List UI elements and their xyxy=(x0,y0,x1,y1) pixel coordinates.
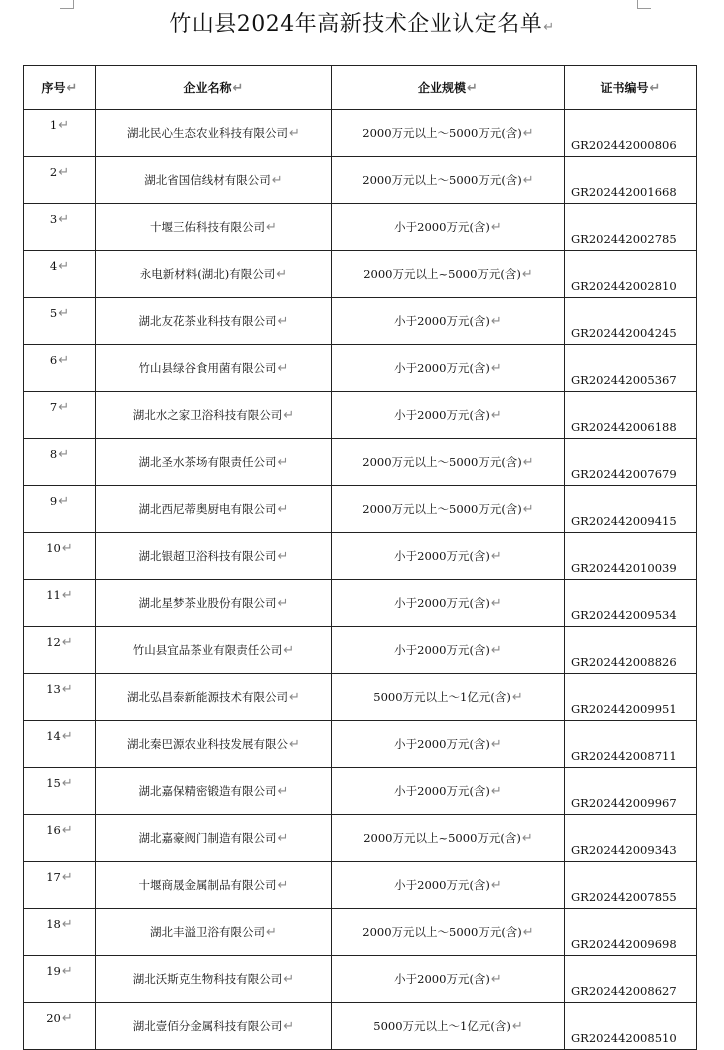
row-company-name: 湖北银超卫浴科技有限公司↵ xyxy=(96,533,332,580)
paragraph-mark-icon: ↵ xyxy=(522,925,534,940)
table-row xyxy=(24,909,697,956)
row-company-name: 湖北嘉豪阀门制造有限公司↵ xyxy=(96,815,332,862)
paragraph-mark-icon: ↵ xyxy=(61,870,73,885)
header-seq: 序号↵ xyxy=(24,66,96,110)
row-company-scale: 2000万元以上～5000万元(含)↵ xyxy=(332,110,565,157)
row-company-scale: 小于2000万元(含)↵ xyxy=(332,768,565,815)
row-certificate-number: GR202442009698 xyxy=(565,909,697,956)
paragraph-mark-icon: ↵ xyxy=(283,643,295,658)
paragraph-mark-icon: ↵ xyxy=(277,831,289,846)
row-company-scale: 小于2000万元(含)↵ xyxy=(332,345,565,392)
row-certificate-number: GR202442008510 xyxy=(565,1003,697,1050)
table-row xyxy=(24,1003,697,1050)
enterprise-table xyxy=(23,65,697,1050)
row-certificate-number: GR202442008711 xyxy=(565,721,697,768)
row-company-name: 湖北弘昌泰新能源技术有限公司↵ xyxy=(96,674,332,721)
row-company-name: 湖北友花茶业科技有限公司↵ xyxy=(96,298,332,345)
paragraph-mark-icon: ↵ xyxy=(522,455,534,470)
paragraph-mark-icon: ↵ xyxy=(283,1019,295,1034)
paragraph-mark-icon: ↵ xyxy=(58,494,70,509)
row-seq: 16↵ xyxy=(24,815,96,862)
paragraph-mark-icon: ↵ xyxy=(511,1019,523,1034)
paragraph-mark-icon: ↵ xyxy=(58,165,70,180)
row-certificate-number: GR202442007679 xyxy=(565,439,697,486)
paragraph-mark-icon: ↵ xyxy=(283,972,295,987)
paragraph-mark-icon: ↵ xyxy=(277,784,289,799)
row-company-name: 竹山县绿谷食用菌有限公司↵ xyxy=(96,345,332,392)
row-company-scale: 小于2000万元(含)↵ xyxy=(332,862,565,909)
table-header-row xyxy=(24,66,697,110)
paragraph-mark-icon: ↵ xyxy=(521,831,533,846)
paragraph-mark-icon: ↵ xyxy=(61,1011,73,1026)
row-company-scale: 小于2000万元(含)↵ xyxy=(332,580,565,627)
paragraph-mark-icon: ↵ xyxy=(490,972,502,987)
table-row xyxy=(24,768,697,815)
paragraph-mark-icon: ↵ xyxy=(266,925,277,940)
paragraph-mark-icon: ↵ xyxy=(289,690,300,705)
row-certificate-number: GR202442009415 xyxy=(565,486,697,533)
paragraph-mark-icon: ↵ xyxy=(277,596,289,611)
paragraph-mark-icon: ↵ xyxy=(58,118,70,133)
row-company-scale: 小于2000万元(含)↵ xyxy=(332,721,565,768)
table-row xyxy=(24,956,697,1003)
row-company-scale: 5000万元以上～1亿元(含)↵ xyxy=(332,674,565,721)
paragraph-mark-icon: ↵ xyxy=(490,408,502,423)
paragraph-mark-icon: ↵ xyxy=(61,635,73,650)
paragraph-mark-icon: ↵ xyxy=(490,314,502,329)
paragraph-mark-icon: ↵ xyxy=(289,737,300,752)
row-certificate-number: GR202442008627 xyxy=(565,956,697,1003)
row-seq: 18↵ xyxy=(24,909,96,956)
table-row xyxy=(24,721,697,768)
row-seq: 3↵ xyxy=(24,204,96,251)
row-company-scale: 2000万元以上~5000万元(含)↵ xyxy=(332,251,565,298)
title-text: 竹山县2024年高新技术企业认定名单 xyxy=(169,12,543,37)
paragraph-mark-icon: ↵ xyxy=(522,502,534,517)
row-company-scale: 5000万元以上～1亿元(含)↵ xyxy=(332,1003,565,1050)
paragraph-mark-icon: ↵ xyxy=(58,353,70,368)
row-certificate-number: GR202442004245 xyxy=(565,298,697,345)
row-company-name: 湖北沃斯克生物科技有限公司↵ xyxy=(96,956,332,1003)
paragraph-mark-icon: ↵ xyxy=(61,588,73,603)
row-seq: 20↵ xyxy=(24,1003,96,1050)
row-seq: 8↵ xyxy=(24,439,96,486)
paragraph-mark-icon: ↵ xyxy=(271,173,283,188)
row-company-name: 湖北民心生态农业科技有限公司↵ xyxy=(96,110,332,157)
row-company-name: 湖北壹佰分金属科技有限公司↵ xyxy=(96,1003,332,1050)
row-company-scale: 2000万元以上～5000万元(含)↵ xyxy=(332,157,565,204)
row-seq: 19↵ xyxy=(24,956,96,1003)
paragraph-mark-icon: ↵ xyxy=(58,212,70,227)
row-company-scale: 2000万元以上～5000万元(含)↵ xyxy=(332,486,565,533)
row-seq: 12↵ xyxy=(24,627,96,674)
paragraph-mark-icon: ↵ xyxy=(58,306,70,321)
row-certificate-number: GR202442005367 xyxy=(565,345,697,392)
table-row xyxy=(24,298,697,345)
paragraph-mark-icon: ↵ xyxy=(61,729,73,744)
row-certificate-number: GR202442002810 xyxy=(565,251,697,298)
row-company-name: 十堰商晟金属制品有限公司↵ xyxy=(96,862,332,909)
paragraph-mark-icon: ↵ xyxy=(490,220,502,235)
paragraph-mark-icon: ↵ xyxy=(490,784,502,799)
paragraph-mark-icon: ↵ xyxy=(277,455,289,470)
row-certificate-number: GR202442010039 xyxy=(565,533,697,580)
row-seq: 6↵ xyxy=(24,345,96,392)
paragraph-mark-icon: ↵ xyxy=(58,259,70,274)
row-seq: 7↵ xyxy=(24,392,96,439)
row-company-name: 湖北西尼蒂奥厨电有限公司↵ xyxy=(96,486,332,533)
table-row xyxy=(24,674,697,721)
row-company-name: 湖北圣水茶场有限责任公司↵ xyxy=(96,439,332,486)
row-company-name: 湖北省国信线材有限公司↵ xyxy=(96,157,332,204)
table-row xyxy=(24,486,697,533)
paragraph-mark-icon: ↵ xyxy=(277,502,289,517)
paragraph-mark-icon: ↵ xyxy=(61,776,73,791)
table-row xyxy=(24,345,697,392)
table-row xyxy=(24,627,697,674)
paragraph-mark-icon: ↵ xyxy=(490,737,502,752)
table-row xyxy=(24,392,697,439)
table-row xyxy=(24,251,697,298)
paragraph-mark-icon: ↵ xyxy=(61,964,73,979)
paragraph-mark-icon: ↵ xyxy=(61,682,73,697)
table-row xyxy=(24,110,697,157)
paragraph-mark-icon: ↵ xyxy=(511,690,523,705)
row-certificate-number: GR202442007855 xyxy=(565,862,697,909)
row-certificate-number: GR202442009967 xyxy=(565,768,697,815)
header-cert: 证书编号↵ xyxy=(565,66,697,110)
paragraph-mark-icon: ↵ xyxy=(283,408,295,423)
paragraph-mark-icon: ↵ xyxy=(522,126,534,141)
row-seq: 5↵ xyxy=(24,298,96,345)
paragraph-mark-icon: ↵ xyxy=(277,878,289,893)
paragraph-mark-icon: ↵ xyxy=(277,361,289,376)
row-seq: 15↵ xyxy=(24,768,96,815)
row-certificate-number: GR202442001668 xyxy=(565,157,697,204)
table-row xyxy=(24,815,697,862)
row-company-scale: 小于2000万元(含)↵ xyxy=(332,392,565,439)
row-seq: 14↵ xyxy=(24,721,96,768)
row-company-name: 十堰三佑科技有限公司↵ xyxy=(96,204,332,251)
paragraph-mark-icon: ↵ xyxy=(61,917,73,932)
paragraph-mark-icon: ↵ xyxy=(58,447,70,462)
row-company-name: 湖北嘉保精密锻造有限公司↵ xyxy=(96,768,332,815)
row-company-name: 竹山县宜品茶业有限责任公司↵ xyxy=(96,627,332,674)
row-company-scale: 小于2000万元(含)↵ xyxy=(332,627,565,674)
row-certificate-number: GR202442009951 xyxy=(565,674,697,721)
header-name: 企业名称↵ xyxy=(96,66,332,110)
row-company-name: 湖北星梦茶业股份有限公司↵ xyxy=(96,580,332,627)
table-row xyxy=(24,204,697,251)
row-seq: 9↵ xyxy=(24,486,96,533)
paragraph-mark-icon: ↵ xyxy=(490,643,502,658)
table-row xyxy=(24,862,697,909)
row-certificate-number: GR202442002785 xyxy=(565,204,697,251)
paragraph-mark-icon: ↵ xyxy=(490,361,502,376)
row-company-scale: 小于2000万元(含)↵ xyxy=(332,956,565,1003)
table-row xyxy=(24,157,697,204)
row-seq: 17↵ xyxy=(24,862,96,909)
row-seq: 1↵ xyxy=(24,110,96,157)
row-company-scale: 小于2000万元(含)↵ xyxy=(332,533,565,580)
row-certificate-number: GR202442006188 xyxy=(565,392,697,439)
row-company-scale: 小于2000万元(含)↵ xyxy=(332,298,565,345)
row-seq: 4↵ xyxy=(24,251,96,298)
paragraph-mark-icon: ↵ xyxy=(266,220,277,235)
paragraph-mark-icon: ↵ xyxy=(490,596,502,611)
document-title xyxy=(0,8,724,45)
row-certificate-number: GR202442009343 xyxy=(565,815,697,862)
header-scale: 企业规模↵ xyxy=(332,66,565,110)
paragraph-mark-icon: ↵ xyxy=(58,400,70,415)
row-certificate-number: GR202442008826 xyxy=(565,627,697,674)
row-company-name: 湖北水之家卫浴科技有限公司↵ xyxy=(96,392,332,439)
paragraph-mark-icon: ↵ xyxy=(490,878,502,893)
row-seq: 10↵ xyxy=(24,533,96,580)
row-company-name: 湖北秦巴源农业科技发展有限公↵ xyxy=(96,721,332,768)
row-company-scale: 2000万元以上~5000万元(含)↵ xyxy=(332,815,565,862)
paragraph-mark-icon: ↵ xyxy=(522,173,534,188)
table-row xyxy=(24,580,697,627)
row-seq: 13↵ xyxy=(24,674,96,721)
row-company-scale: 2000万元以上～5000万元(含)↵ xyxy=(332,909,565,956)
row-company-scale: 小于2000万元(含)↵ xyxy=(332,204,565,251)
table-row xyxy=(24,439,697,486)
row-company-name: 湖北丰溢卫浴有限公司↵ xyxy=(96,909,332,956)
paragraph-mark-icon: ↵ xyxy=(277,549,289,564)
paragraph-mark-icon: ↵ xyxy=(289,126,300,141)
row-certificate-number: GR202442009534 xyxy=(565,580,697,627)
paragraph-mark-icon: ↵ xyxy=(490,549,502,564)
paragraph-mark-icon: ↵ xyxy=(61,541,73,556)
paragraph-mark-icon: ↵ xyxy=(276,267,288,282)
row-company-scale: 2000万元以上～5000万元(含)↵ xyxy=(332,439,565,486)
paragraph-mark-icon: ↵ xyxy=(543,20,555,35)
paragraph-mark-icon: ↵ xyxy=(521,267,533,282)
row-seq: 11↵ xyxy=(24,580,96,627)
row-company-name: 永电新材料(湖北)有限公司↵ xyxy=(96,251,332,298)
row-certificate-number: GR202442000806 xyxy=(565,110,697,157)
row-seq: 2↵ xyxy=(24,157,96,204)
paragraph-mark-icon: ↵ xyxy=(61,823,73,838)
paragraph-mark-icon: ↵ xyxy=(277,314,289,329)
table-row xyxy=(24,533,697,580)
